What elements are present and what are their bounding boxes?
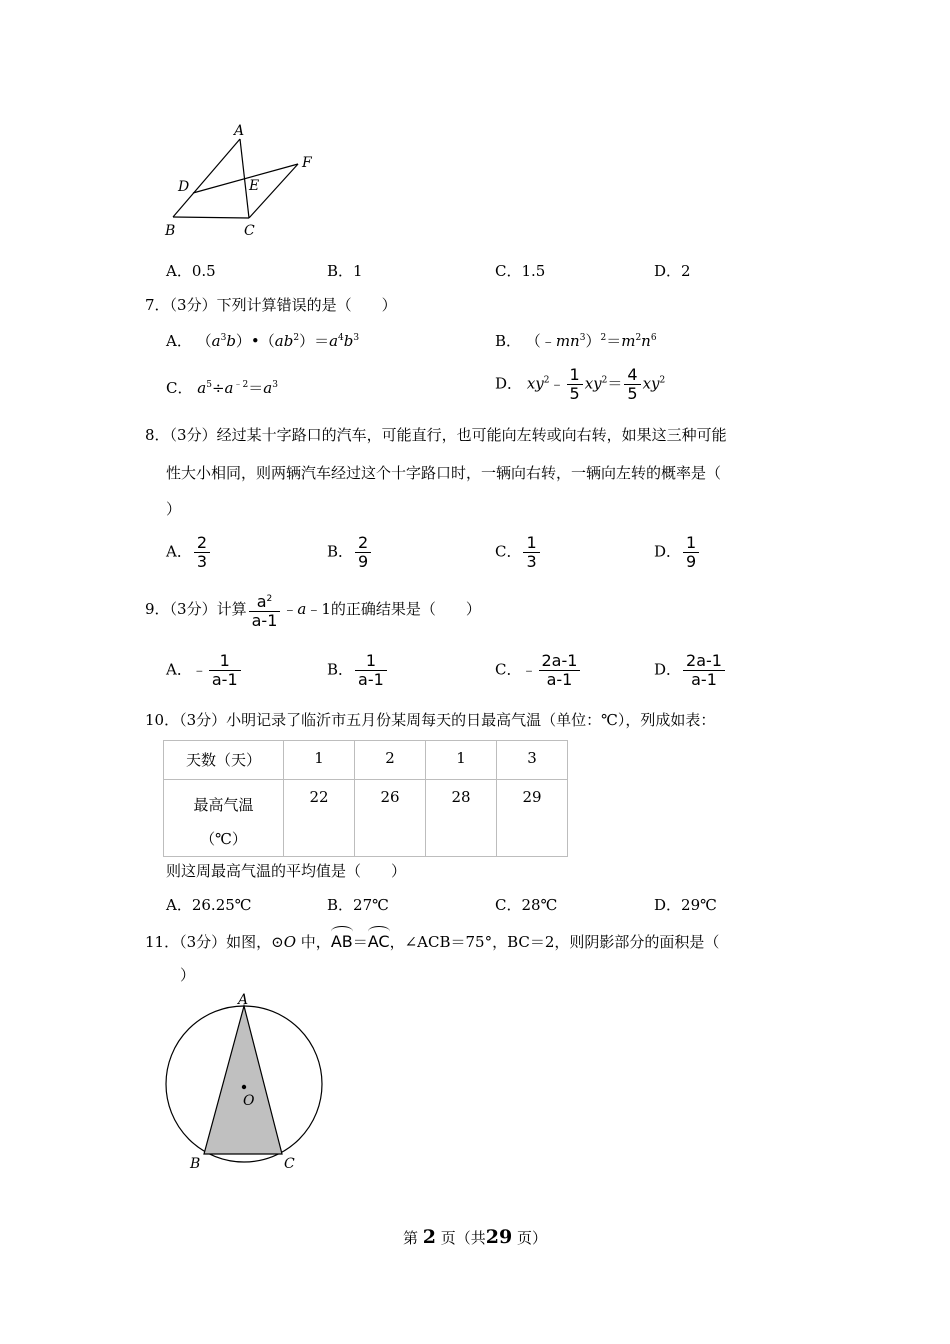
q7-d-fraction-1: $\frac{1}{5}$	[567, 366, 583, 403]
table-cell: 1	[284, 741, 355, 780]
table-cell: 3	[497, 741, 568, 780]
total-page-count: 29	[485, 1226, 513, 1248]
arc-ac: AC	[368, 926, 390, 951]
q8-stem-line3: ）	[166, 500, 182, 518]
q7-option-d[interactable]: D． $xy^2﹣$ $\frac{1}{5}$ $xy^2=$ $\frac{4}{5}$ $xy^2$	[495, 365, 666, 403]
q6-option-a[interactable]: A．0.5	[166, 262, 216, 280]
q8-option-d[interactable]: D． $\frac{1}{9}$	[654, 534, 701, 571]
q10-question: 则这周最高气温的平均值是（ ）	[166, 862, 407, 880]
q7-stem: 7．（3分）下列计算错误的是（ ）	[145, 296, 397, 314]
q8-option-b[interactable]: B． $\frac{2}{9}$	[327, 534, 373, 571]
arc-ab: AB	[331, 926, 353, 951]
q11-label-o: O	[243, 1093, 255, 1109]
q8-stem-line2: 性大小相同，则两辆汽车经过这个十字路口时，一辆向右转，一辆向左转的概率是（	[166, 464, 722, 482]
q6-option-b[interactable]: B．1	[327, 262, 363, 280]
q6-option-d[interactable]: D．2	[654, 262, 691, 280]
q9-option-d[interactable]: D． $\frac{2a-1}{a-1}$	[654, 652, 727, 689]
q7-option-b[interactable]: B． $(﹣mn^3)^2=m^2n^6$	[495, 332, 657, 350]
q7-d-fraction-2: $\frac{4}{5}$	[624, 366, 640, 403]
q6-label-e: E	[249, 178, 260, 194]
q8-option-c[interactable]: C． $\frac{1}{3}$	[495, 534, 542, 571]
q11-label-b: B	[190, 1156, 201, 1172]
current-page-number: 2	[422, 1226, 436, 1248]
q6-option-c[interactable]: C．1.5	[495, 262, 546, 280]
table-cell: 26	[355, 780, 426, 857]
table-header-days: 天数（天）	[164, 741, 284, 780]
table-cell: 29	[497, 780, 568, 857]
q7-option-c[interactable]: C． $a^5\div a^{﹣2}=a^3$	[166, 379, 278, 397]
page-footer: 第 2 页（共29 页）	[402, 1226, 548, 1248]
table-cell: 2	[355, 741, 426, 780]
q11-label-c: C	[284, 1156, 295, 1172]
q11-label-a: A	[238, 992, 249, 1008]
q9-option-b[interactable]: B． $\frac{1}{a-1}$	[327, 652, 389, 689]
q7-option-a[interactable]: A． $(a^3b)•(ab^2)=a^4b^3$	[166, 332, 360, 350]
q11-figure	[160, 988, 335, 1178]
q10-option-d[interactable]: D．29℃	[654, 896, 717, 914]
q8-stem-line1: 8．（3分）经过某十字路口的汽车，可能直行，也可能向左转或向右转，如果这三种可能	[145, 426, 727, 444]
temperature-table	[163, 740, 568, 857]
q9-fraction: $\frac{a^2}{a-1}$	[249, 590, 281, 630]
q11-stem-line1: 11．（3分）如图，⊙O 中，AB＝AC，∠ACB＝75°，BC＝2，则阴影部分的面积是（	[145, 926, 719, 952]
q6-figure	[160, 118, 330, 243]
q6-label-c: C	[244, 223, 255, 239]
q9-stem: 9．（3分）计算 $\frac{a^2}{a-1}$ ﹣a﹣1的正确结果是（ ）	[145, 592, 481, 630]
q11-stem-line2: ）	[180, 966, 196, 984]
q10-option-b[interactable]: B．27℃	[327, 896, 389, 914]
q6-label-a: A	[234, 123, 245, 139]
table-cell: 22	[284, 780, 355, 857]
q8-option-a[interactable]: A． $\frac{2}{3}$	[166, 534, 212, 571]
q10-option-c[interactable]: C．28℃	[495, 896, 558, 914]
q10-option-a[interactable]: A．26.25℃	[166, 896, 252, 914]
table-header-temperature: 最高气温 （℃）	[164, 780, 284, 857]
q10-stem: 10．（3分）小明记录了临沂市五月份某周每天的日最高气温（单位：℃），列成如表：	[145, 711, 716, 729]
q6-label-b: B	[165, 223, 176, 239]
q6-label-f: F	[302, 155, 312, 171]
q6-label-d: D	[178, 179, 190, 195]
q9-option-a[interactable]: A．﹣ $\frac{1}{a-1}$	[166, 652, 243, 689]
table-cell: 1	[426, 741, 497, 780]
q9-option-c[interactable]: C．﹣ $\frac{2a-1}{a-1}$	[495, 652, 582, 689]
table-cell: 28	[426, 780, 497, 857]
